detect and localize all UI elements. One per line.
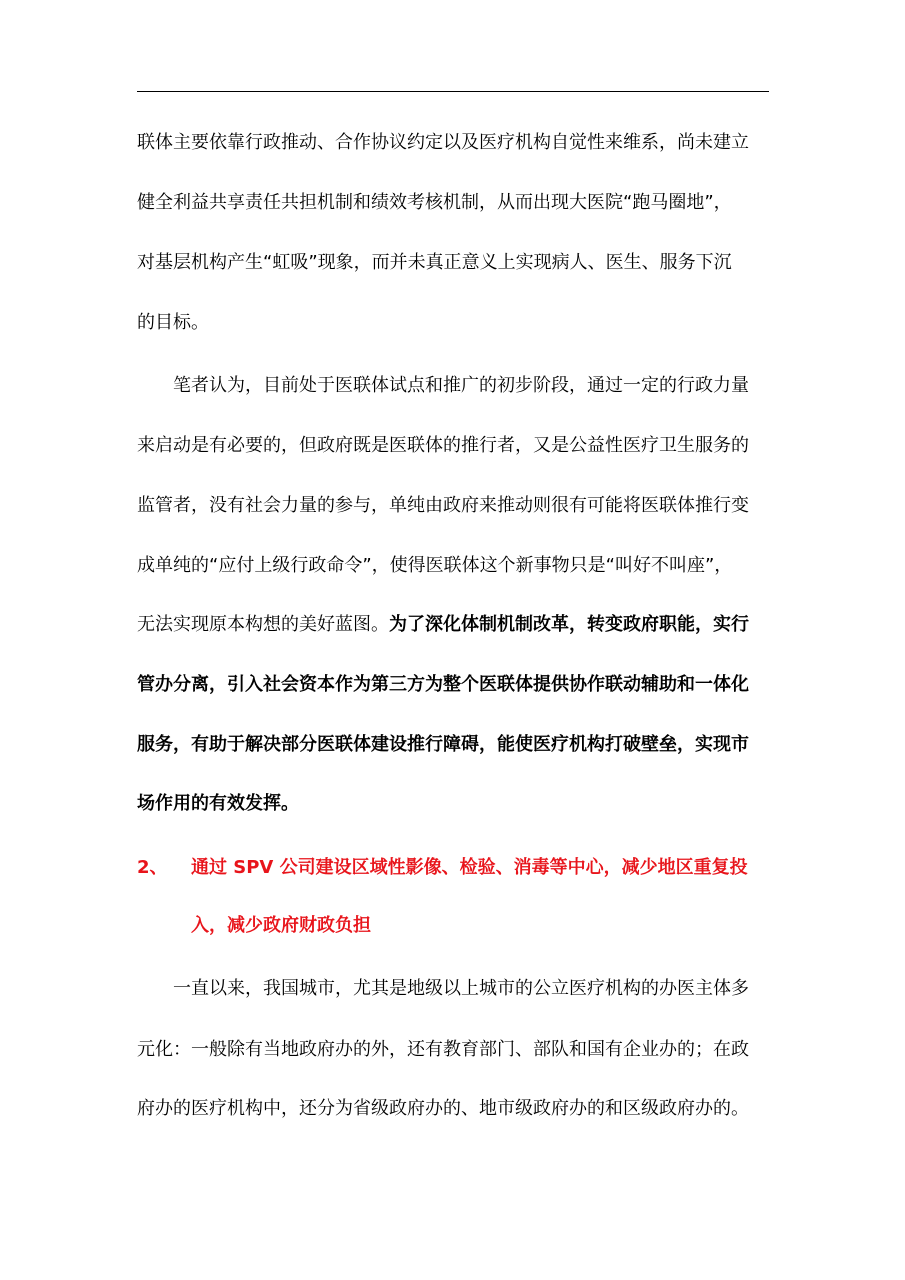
bold-text-line: 管办分离，引入社会资本作为第三方为整个医联体提供协作联动辅助和一体化 [137, 674, 749, 695]
bold-text-line: 服务，有助于解决部分医联体建设推行障碍，能使医疗机构打破壁垒，实现市 [137, 734, 749, 755]
text-line: 笔者认为，目前处于医联体试点和推广的初步阶段，通过一定的行政力量 [173, 375, 749, 396]
text-line: 监管者，没有社会力量的参与，单纯由政府来推动则很有可能将医联体推行变 [137, 495, 749, 516]
text-line: 对基层机构产生“虹吸”现象，而并未真正意义上实现病人、医生、服务下沉 [137, 252, 732, 273]
text-line: 健全利益共享责任共担机制和绩效考核机制，从而出现大医院“跑马圈地”， [137, 192, 732, 213]
text-line: 来启动是有必要的，但政府既是医联体的推行者，又是公益性医疗卫生服务的 [137, 435, 749, 456]
text-line: 元化：一般除有当地政府办的外，还有教育部门、部队和国有企业办的；在政 [137, 1039, 749, 1060]
text-line: 一直以来，我国城市，尤其是地级以上城市的公立医疗机构的办医主体多 [173, 978, 749, 999]
heading-line: 通过 SPV 公司建设区域性影像、检验、消毒等中心，减少地区重复投 [191, 857, 748, 878]
text-segment: 无法实现原本构想的美好蓝图。 [137, 614, 389, 635]
text-line: 府办的医疗机构中，还分为省级政府办的、地市级政府办的和区级政府办的。 [137, 1098, 749, 1119]
heading-number: 2、 [137, 857, 168, 878]
mixed-text-line [137, 613, 777, 637]
text-line: 联体主要依靠行政推动、合作协议约定以及医疗机构自觉性来维系，尚未建立 [137, 132, 749, 153]
text-line: 的目标。 [137, 312, 209, 333]
text-line: 成单纯的“应付上级行政命令”，使得医联体这个新事物只是“叫好不叫座”， [137, 555, 733, 576]
bold-text-segment: 为了深化体制机制改革，转变政府职能，实行 [389, 614, 749, 635]
heading-line: 入，减少政府财政负担 [191, 915, 371, 936]
header-rule [137, 91, 769, 92]
bold-text-line: 场作用的有效发挥。 [137, 793, 299, 814]
